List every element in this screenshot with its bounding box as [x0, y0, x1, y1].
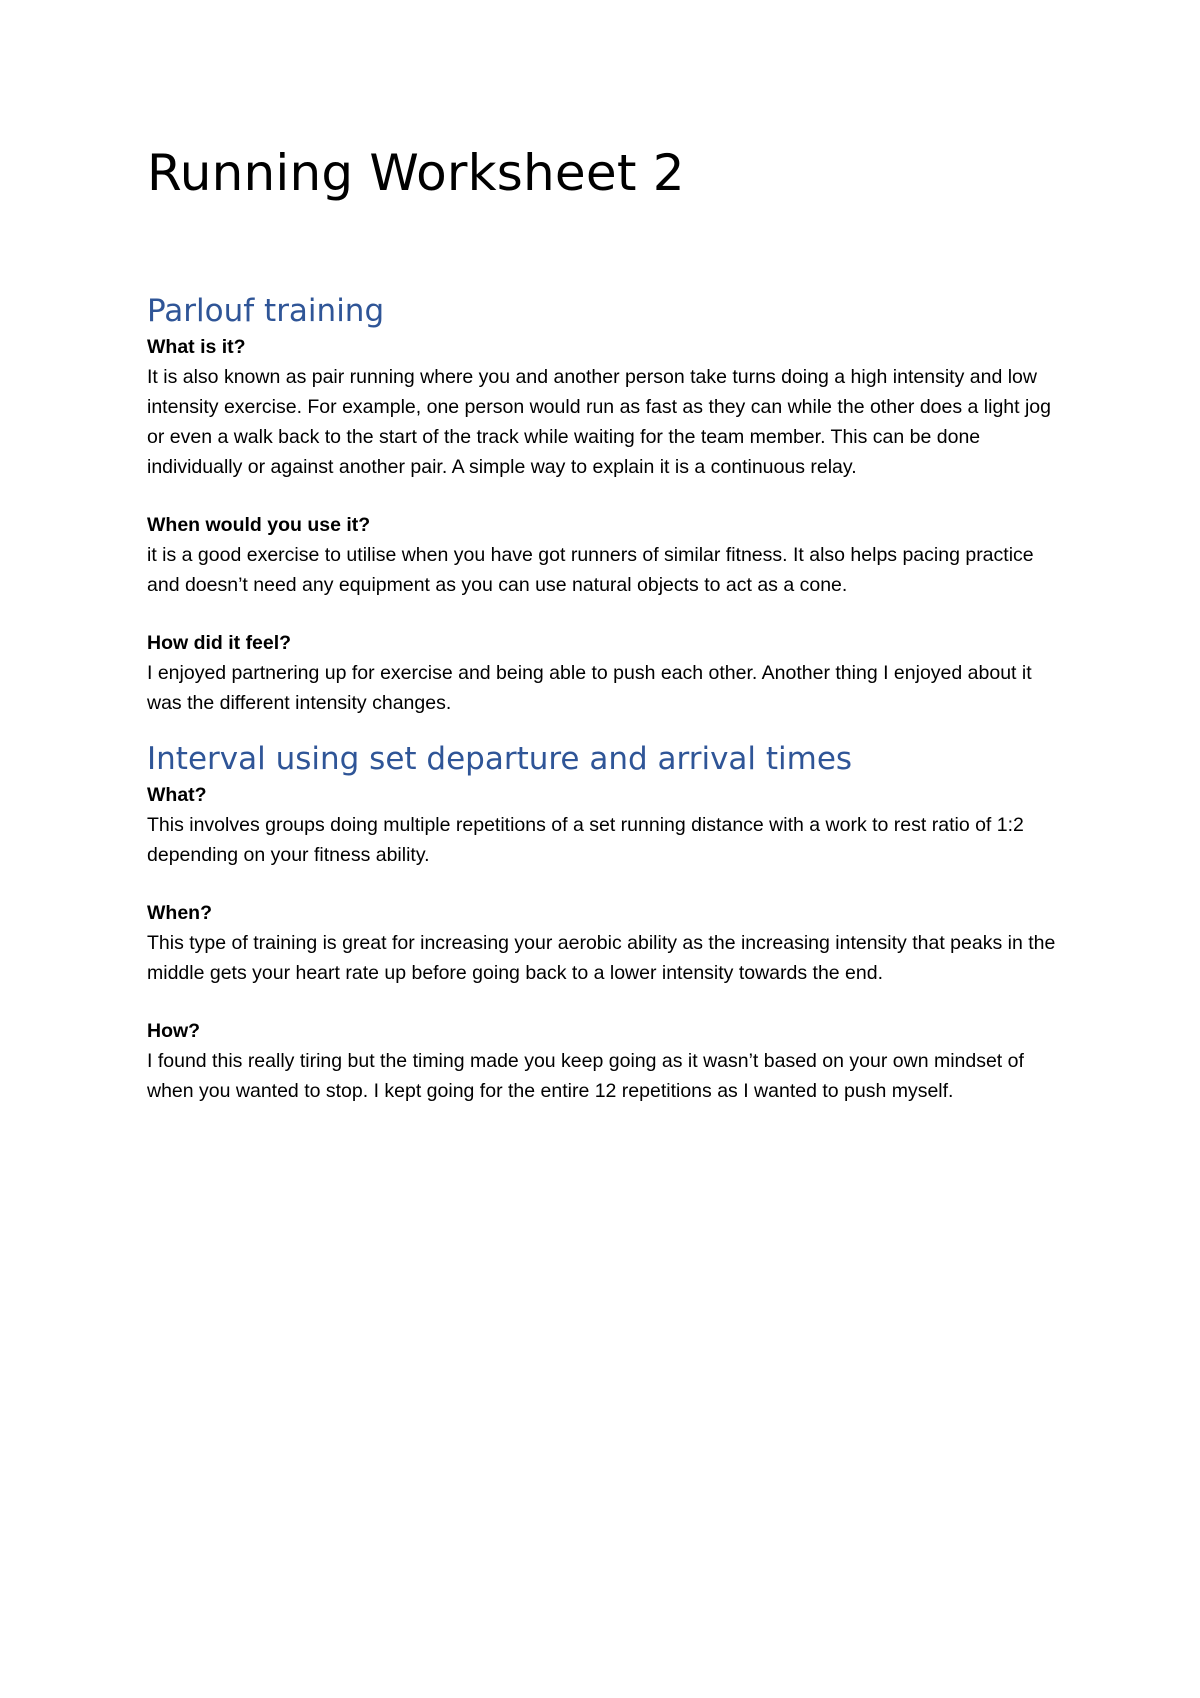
question-label: How? — [147, 1020, 201, 1043]
qa-block — [147, 628, 1067, 718]
document-page — [147, 140, 1067, 1134]
answer-text: This type of training is great for increasing your aerobic ability as the increasing intensity that peaks in the middle gets your heart rate up before going back to a lower intensity towards the end. — [147, 932, 1056, 985]
question-label: How did it feel? — [147, 632, 292, 655]
answer-text: This involves groups doing multiple repetitions of a set running distance with a work to rest ratio of 1:2 depending on your fitness ability. — [147, 814, 1024, 867]
qa-block — [147, 780, 1067, 870]
question-label: What? — [147, 784, 207, 807]
answer-text: I enjoyed partnering up for exercise and being able to push each other. Another thing I enjoyed about it was the different intensity changes. — [147, 662, 1032, 715]
question-label: What is it? — [147, 336, 246, 359]
answer-text: it is a good exercise to utilise when you have got runners of similar fitness. It also helps pacing practice and doesn’t need any equipment as you can use natural objects to act as a cone. — [147, 544, 1034, 597]
section-parlouf-training — [147, 294, 1067, 718]
section-interval-training — [147, 742, 1067, 1106]
question-label: When? — [147, 902, 212, 925]
question-label: When would you use it? — [147, 514, 371, 537]
qa-block — [147, 332, 1067, 482]
answer-text: I found this really tiring but the timing made you keep going as it wasn’t based on your own mindset of when you wanted to stop. I kept going for the entire 12 repetitions as I wanted to push myself. — [147, 1050, 1024, 1103]
qa-block — [147, 1016, 1067, 1106]
qa-block — [147, 510, 1067, 600]
section-heading: Parlouf training — [147, 293, 385, 329]
qa-block — [147, 898, 1067, 988]
document-title: Running Worksheet 2 — [147, 144, 685, 202]
section-heading: Interval using set departure and arrival times — [147, 741, 853, 778]
answer-text: It is also known as pair running where you and another person take turns doing a high intensity and low intensity exercise. For example, one person would run as fast as they can while the other does a light jog or even a walk back to the start of the track while waiting for the team member. This can be done individually or against another pair. A simple way to explain it is a continuous relay. — [147, 366, 1051, 479]
